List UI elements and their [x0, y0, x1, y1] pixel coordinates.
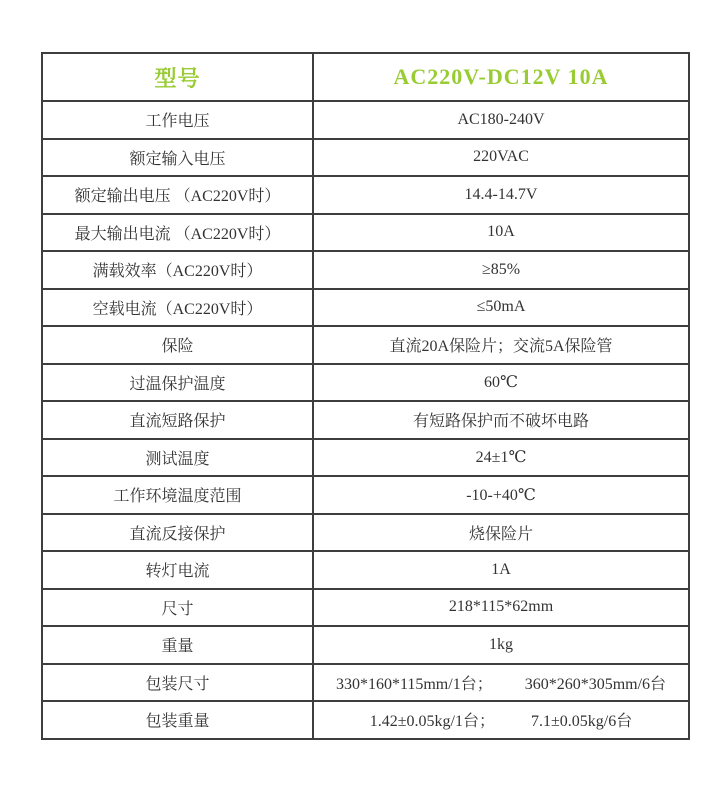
- spec-value: 1A: [313, 551, 689, 589]
- model-header-value: AC220V-DC12V 10A: [313, 53, 689, 101]
- spec-label: 空载电流（AC220V时）: [42, 289, 313, 327]
- table-row: [42, 139, 689, 177]
- spec-label: 最大输出电流 （AC220V时）: [42, 214, 313, 252]
- spec-value: 218*115*62mm: [313, 589, 689, 627]
- table-row: [42, 176, 689, 214]
- table-row: [42, 664, 689, 702]
- spec-value: 24±1℃: [313, 439, 689, 477]
- spec-value: -10-+40℃: [313, 476, 689, 514]
- spec-value: ≥85%: [313, 251, 689, 289]
- spec-label: 转灯电流: [42, 551, 313, 589]
- spec-value: AC180-240V: [313, 101, 689, 139]
- spec-table: [41, 52, 690, 740]
- spec-label: 工作电压: [42, 101, 313, 139]
- table-row: [42, 251, 689, 289]
- table-row: [42, 626, 689, 664]
- spec-value: 10A: [313, 214, 689, 252]
- table-row: [42, 476, 689, 514]
- header-row: [42, 53, 689, 101]
- table-row: [42, 364, 689, 402]
- table-row: [42, 589, 689, 627]
- table-row: [42, 101, 689, 139]
- spec-rows: [42, 101, 689, 739]
- spec-label: 过温保护温度: [42, 364, 313, 402]
- spec-label: 包装尺寸: [42, 664, 313, 702]
- spec-label: 工作环境温度范围: [42, 476, 313, 514]
- spec-value: 14.4-14.7V: [313, 176, 689, 214]
- spec-label: 尺寸: [42, 589, 313, 627]
- spec-value: 1.42±0.05kg/1台； 7.1±0.05kg/6台: [313, 701, 689, 739]
- spec-label: 重量: [42, 626, 313, 664]
- spec-label: 测试温度: [42, 439, 313, 477]
- spec-value: 60℃: [313, 364, 689, 402]
- spec-value: 直流20A保险片；交流5A保险管: [313, 326, 689, 364]
- spec-value: ≤50mA: [313, 289, 689, 327]
- spec-label: 包装重量: [42, 701, 313, 739]
- spec-value: 220VAC: [313, 139, 689, 177]
- spec-label: 直流反接保护: [42, 514, 313, 552]
- table-row: [42, 514, 689, 552]
- table-row: [42, 289, 689, 327]
- spec-value: 烧保险片: [313, 514, 689, 552]
- spec-label: 满载效率（AC220V时）: [42, 251, 313, 289]
- spec-label: 额定输出电压 （AC220V时）: [42, 176, 313, 214]
- table-row: [42, 214, 689, 252]
- spec-value: 有短路保护而不破坏电路: [313, 401, 689, 439]
- table-row: [42, 326, 689, 364]
- table-row: [42, 401, 689, 439]
- spec-value: 330*160*115mm/1台； 360*260*305mm/6台: [313, 664, 689, 702]
- model-header-label: 型号: [42, 53, 313, 101]
- spec-label: 额定输入电压: [42, 139, 313, 177]
- table-row: [42, 439, 689, 477]
- table-row: [42, 551, 689, 589]
- spec-value: 1kg: [313, 626, 689, 664]
- spec-label: 直流短路保护: [42, 401, 313, 439]
- spec-label: 保险: [42, 326, 313, 364]
- table-row: [42, 701, 689, 739]
